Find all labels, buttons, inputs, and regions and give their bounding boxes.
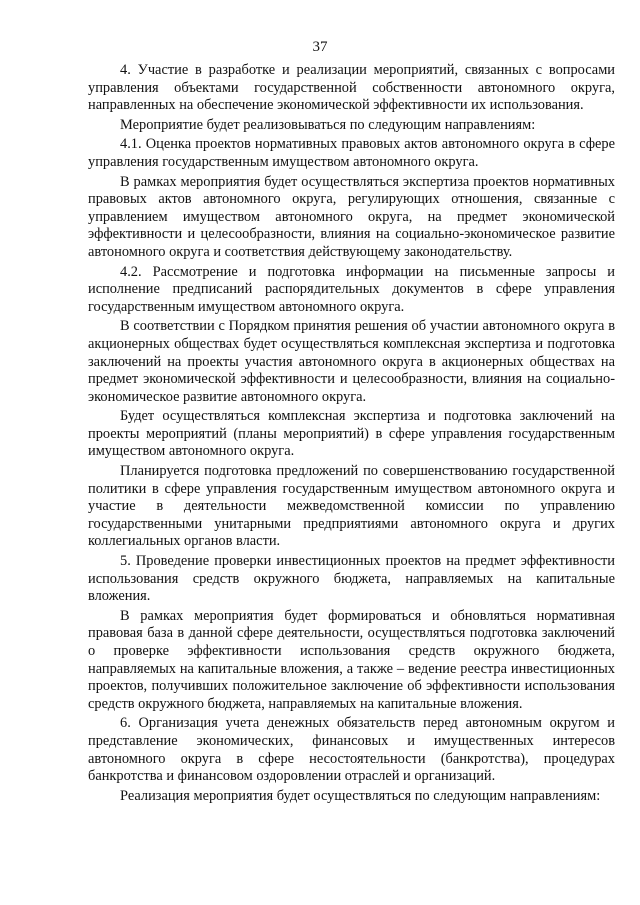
paragraph-item-5: 5. Проведение проверки инвестиционных проектов на предмет эффективности использования средств окружного бюджета, направляемых на капитальные вложения. — [88, 553, 615, 605]
paragraph-complex-expertise: Будет осуществляться комплексная экспертиза и подготовка заключений на проекты мероприятий (планы мероприятий) в сфере управления государственным имуществом автономного округа. — [88, 408, 615, 460]
paragraph-joint-stock-expertise: В соответствии с Порядком принятия решения об участии автономного округа в акционерных обществах будет осуществляться комплексная экспертиза и подготовка заключений на проекты участия автономного округа в акционерных обществах на предмет экономической эффективности и целесообразности, влияния на социально-экономическое развитие автономного округа. — [88, 318, 615, 405]
paragraph-implementation-intro: Реализация мероприятия будет осуществляться по следующим направлениям: — [120, 787, 601, 804]
paragraph-regulatory-base: В рамках мероприятия будет формироваться и обновляться нормативная правовая база в данной сфере деятельности, осуществляться подготовка заключений о проверке эффективности использования средств окружного бюджета, направляемых на капитальные вложения, а также – ведение реестра инвестиционных проектов, получивших положительное заключение об эффективности использования средств окружного бюджета, направляемых на капитальные вложения. — [88, 607, 615, 712]
paragraph-item-4-1: 4.1. Оценка проектов нормативных правовых актов автономного округа в сфере управления государственным имуществом автономного округа. — [88, 136, 615, 170]
paragraph-directions-intro: Мероприятие будет реализовываться по следующим направлениям: — [120, 116, 536, 133]
paragraph-item-6: 6. Организация учета денежных обязательств перед автономным округом и представление экономических, финансовых и имущественных интересов автономного округа в сфере несостоятельности (банкротства), процедурах банкротства и финансовом оздоровлении отраслей и организаций. — [88, 715, 615, 785]
paragraph-expertise-description: В рамках мероприятия будет осуществляться экспертиза проектов нормативных правовых актов автономного округа, регулирующих отношения, связанные с управлением имуществом автономного округа, на предмет экономической эффективности и целесообразности, влияния на социально-экономическое развитие автономного округа и соответствия действующему законодательству. — [88, 173, 615, 260]
page-number: 37 — [312, 39, 328, 55]
paragraph-item-4-2: 4.2. Рассмотрение и подготовка информации на письменные запросы и исполнение предписаний распорядительных документов в сфере управления государственным имуществом автономного округа. — [88, 263, 615, 315]
paragraph-item-4: 4. Участие в разработке и реализации мероприятий, связанных с вопросами управления объектами государственной собственности автономного округа, направленных на обеспечение экономической эффективности их использования. — [88, 62, 615, 114]
paragraph-policy-proposals: Планируется подготовка предложений по совершенствованию государственной политики в сфере управления государственным имуществом автономного округа и участие в деятельности межведомственной комиссии по управлению государственными унитарными предприятиями автономного округа и других коллегиальных органов власти. — [88, 463, 615, 550]
document-body — [88, 62, 615, 807]
